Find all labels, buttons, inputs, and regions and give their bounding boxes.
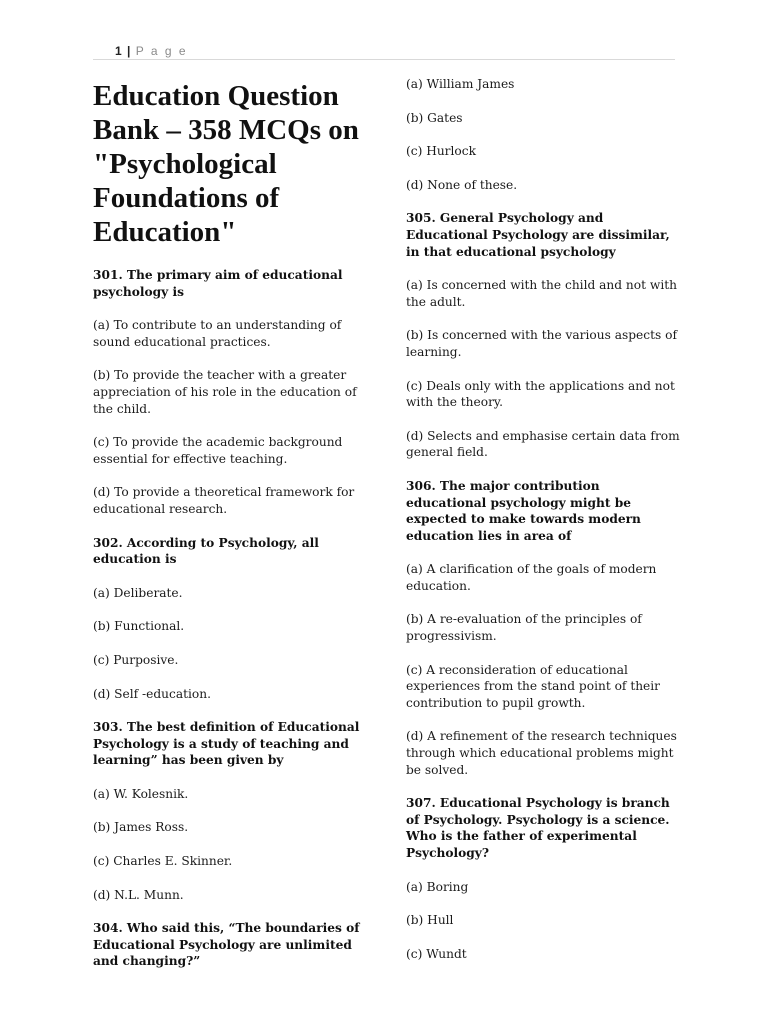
- option-304-c: (c) Hurlock: [406, 144, 476, 159]
- option-307-c: (c) Wundt: [406, 946, 467, 961]
- page-label: P a g e: [135, 44, 188, 58]
- question-302: 302. According to Psychology, all education is: [93, 535, 319, 567]
- document-title: Education Question Bank – 358 MCQs on "Psychological Foundations of Education": [93, 80, 359, 248]
- option-304-d: (d) None of these.: [406, 177, 518, 192]
- option-304-b: (b) Gates: [406, 110, 463, 125]
- option-306-b: (b) A re-evaluation of the principles of progressivism.: [406, 612, 642, 644]
- question-303: 303. The best definition of Educational Psychology is a study of teaching and learning” has been given by: [93, 720, 360, 768]
- question-304: 304. Who said this, “The boundaries of Educational Psychology are unlimited and changing?”: [93, 921, 360, 969]
- option-306-d: (d) A refinement of the research techniques through which educational problems might be solved.: [406, 729, 677, 777]
- question-301: 301. The primary aim of educational psychology is: [93, 268, 343, 299]
- option-301-c: (c) To provide the academic background essential for effective teaching.: [93, 435, 343, 466]
- option-302-d: (d) Self -education.: [93, 686, 211, 701]
- option-305-c: (c) Deals only with the applications and not with the theory.: [406, 378, 675, 410]
- option-305-b: (b) Is concerned with the various aspects of learning.: [406, 328, 677, 359]
- option-305-d: (d) Selects and emphasise certain data from general field.: [406, 428, 680, 460]
- option-303-b: (b) James Ross.: [93, 820, 189, 835]
- option-302-c: (c) Purposive.: [93, 652, 179, 667]
- page-header: [93, 44, 675, 60]
- question-306: 306. The major contribution educational psychology might be expected to make towards modern education lies in area of: [406, 478, 641, 543]
- option-301-d: (d) To provide a theoretical framework for educational research.: [93, 485, 355, 516]
- option-307-a: (a) Boring: [406, 879, 469, 894]
- option-303-a: (a) W. Kolesnik.: [93, 786, 189, 801]
- option-306-a: (a) A clarification of the goals of modern education.: [406, 562, 657, 593]
- option-304-a: (a) William James: [406, 77, 515, 91]
- page-separator: |: [127, 44, 131, 58]
- option-301-b: (b) To provide the teacher with a greater appreciation of his role in the education of the child.: [93, 368, 357, 416]
- right-column: [406, 76, 681, 979]
- option-302-a: (a) Deliberate.: [93, 585, 183, 600]
- left-column: [93, 76, 368, 987]
- option-305-a: (a) Is concerned with the child and not with the adult.: [406, 278, 677, 309]
- question-305: 305. General Psychology and Educational Psychology are dissimilar, in that educational psychology: [406, 211, 670, 259]
- question-307: 307. Educational Psychology is branch of Psychology. Psychology is a science. Who is the father of experimental Psychology?: [406, 796, 670, 860]
- option-301-a: (a) To contribute to an understanding of sound educational practices.: [93, 318, 342, 349]
- option-303-c: (c) Charles E. Skinner.: [93, 854, 233, 869]
- page-number: 1: [115, 44, 122, 58]
- option-307-b: (b) Hull: [406, 913, 454, 928]
- option-306-c: (c) A reconsideration of educational experiences from the stand point of their contribution to pupil growth.: [406, 662, 660, 710]
- option-302-b: (b) Functional.: [93, 619, 185, 634]
- option-303-d: (d) N.L. Munn.: [93, 887, 184, 902]
